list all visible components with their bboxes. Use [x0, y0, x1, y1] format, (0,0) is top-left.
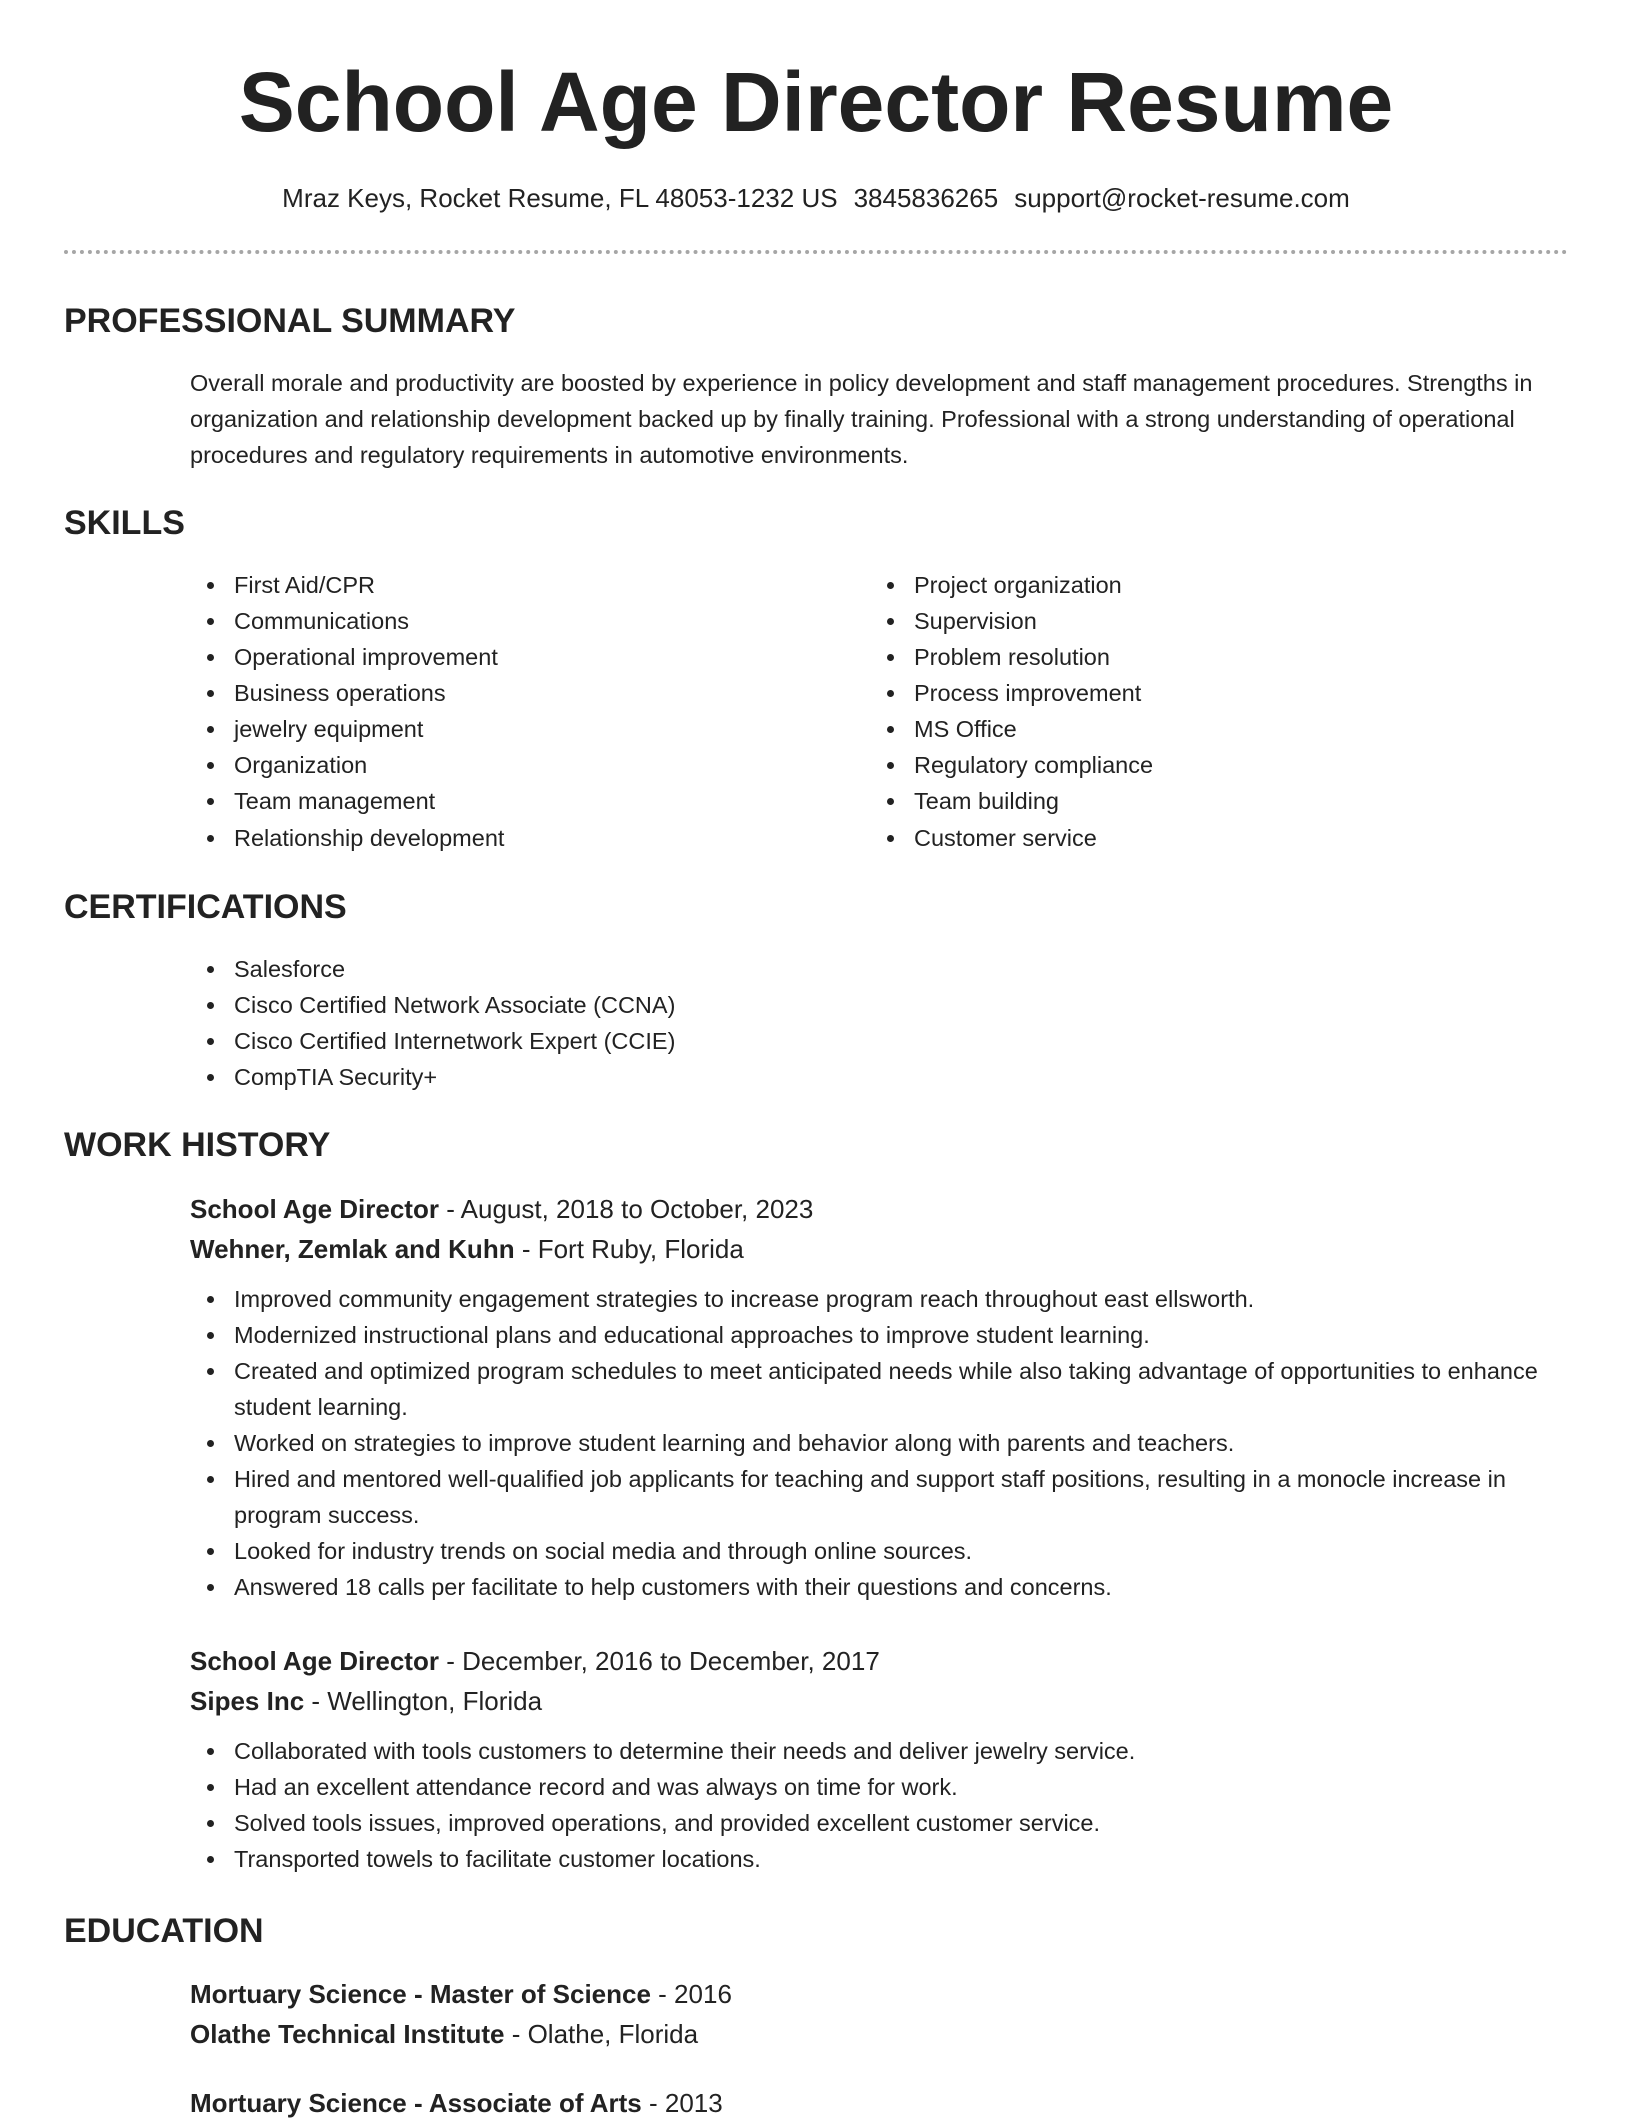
list-item: Supervision: [870, 603, 1510, 639]
education-degree: Mortuary Science - Associate of Arts: [190, 2088, 642, 2118]
list-item: Project organization: [870, 567, 1510, 603]
education-degree: Mortuary Science - Master of Science: [190, 1979, 651, 2009]
skills-heading: SKILLS: [64, 504, 185, 542]
contact-phone: 3845836265: [853, 183, 999, 213]
list-item: CompTIA Security+: [190, 1059, 1560, 1095]
list-item: Relationship development: [190, 820, 830, 856]
skills-list-left: [190, 567, 830, 856]
education-degree-line: [190, 2083, 1568, 2123]
job-dates: - December, 2016 to December, 2017: [438, 1646, 880, 1676]
list-item: jewelry equipment: [190, 711, 830, 747]
header-divider: [64, 250, 1568, 254]
job-dates: - August, 2018 to October, 2023: [438, 1194, 814, 1224]
list-item: Solved tools issues, improved operations, and provided excellent customer service.: [190, 1805, 1568, 1841]
job-entry: [190, 1189, 1568, 1605]
list-item: Team management: [190, 783, 830, 819]
education-year: - 2016: [650, 1979, 732, 2009]
job-company: Wehner, Zemlak and Kuhn: [190, 1234, 515, 1264]
list-item: Created and optimized program schedules to meet anticipated needs while also taking advantage of opportunities to enhance student learning.: [190, 1353, 1568, 1425]
contact-address: Mraz Keys, Rocket Resume, FL 48053-1232 US: [282, 183, 838, 213]
list-item: Cisco Certified Network Associate (CCNA): [190, 987, 1560, 1023]
list-item: Customer service: [870, 820, 1510, 856]
job-bullets: [64, 1733, 1568, 1877]
education-school: Olathe Technical Institute: [190, 2019, 505, 2049]
summary-text: Overall morale and productivity are boosted by experience in policy development and staff management procedures. Strengths in organization and relationship development backed up by finally training. Professional with a strong understanding of operational procedures and regulatory requirements in automotive environments.: [190, 370, 1533, 468]
job-title: School Age Director: [190, 1646, 439, 1676]
education-entry: [190, 2083, 1568, 2123]
contact-line: [64, 180, 1568, 216]
list-item: MS Office: [870, 711, 1510, 747]
job-location: - Fort Ruby, Florida: [514, 1234, 744, 1264]
list-item: Improved community engagement strategies to increase program reach throughout east ellsworth.: [190, 1281, 1568, 1317]
certifications-heading: CERTIFICATIONS: [64, 888, 347, 926]
list-item: Modernized instructional plans and educational approaches to improve student learning.: [190, 1317, 1568, 1353]
list-item: Salesforce: [190, 951, 1560, 987]
list-item: Had an excellent attendance record and was always on time for work.: [190, 1769, 1568, 1805]
education-degree-line: [190, 1974, 1568, 2014]
job-title-line: [190, 1641, 1568, 1681]
certifications-list: [190, 951, 1560, 1095]
job-company-line: [190, 1681, 1568, 1721]
summary-heading: PROFESSIONAL SUMMARY: [64, 302, 516, 340]
job-title-line: [190, 1189, 1568, 1229]
list-item: Regulatory compliance: [870, 747, 1510, 783]
list-item: Looked for industry trends on social media and through online sources.: [190, 1533, 1568, 1569]
job-location: - Wellington, Florida: [304, 1686, 543, 1716]
education-year: - 2013: [641, 2088, 723, 2118]
list-item: Communications: [190, 603, 830, 639]
list-item: Problem resolution: [870, 639, 1510, 675]
list-item: Organization: [190, 747, 830, 783]
education-heading: EDUCATION: [64, 1912, 264, 1950]
education-school-line: [190, 2014, 1568, 2054]
list-item: Operational improvement: [190, 639, 830, 675]
list-item: Worked on strategies to improve student learning and behavior along with parents and teachers.: [190, 1425, 1568, 1461]
list-item: Business operations: [190, 675, 830, 711]
list-item: Collaborated with tools customers to determine their needs and deliver jewelry service.: [190, 1733, 1568, 1769]
list-item: Cisco Certified Internetwork Expert (CCIE): [190, 1023, 1560, 1059]
contact-email: support@rocket-resume.com: [1014, 183, 1350, 213]
job-bullets: [64, 1281, 1568, 1605]
list-item: First Aid/CPR: [190, 567, 830, 603]
list-item: Hired and mentored well-qualified job applicants for teaching and support staff positions, resulting in a monocle increase in program success.: [190, 1461, 1568, 1533]
work-history-heading: WORK HISTORY: [64, 1126, 331, 1164]
list-item: Process improvement: [870, 675, 1510, 711]
resume-title: School Age Director Resume: [238, 55, 1394, 149]
job-title: School Age Director: [190, 1194, 439, 1224]
job-entry: [190, 1641, 1568, 1877]
list-item: Team building: [870, 783, 1510, 819]
list-item: Answered 18 calls per facilitate to help customers with their questions and concerns.: [190, 1569, 1568, 1605]
job-company-line: [190, 1229, 1568, 1269]
skills-list-right: [870, 567, 1510, 856]
education-entry: [190, 1974, 1568, 2054]
list-item: Transported towels to facilitate customer locations.: [190, 1841, 1568, 1877]
education-location: - Olathe, Florida: [504, 2019, 699, 2049]
job-company: Sipes Inc: [190, 1686, 305, 1716]
